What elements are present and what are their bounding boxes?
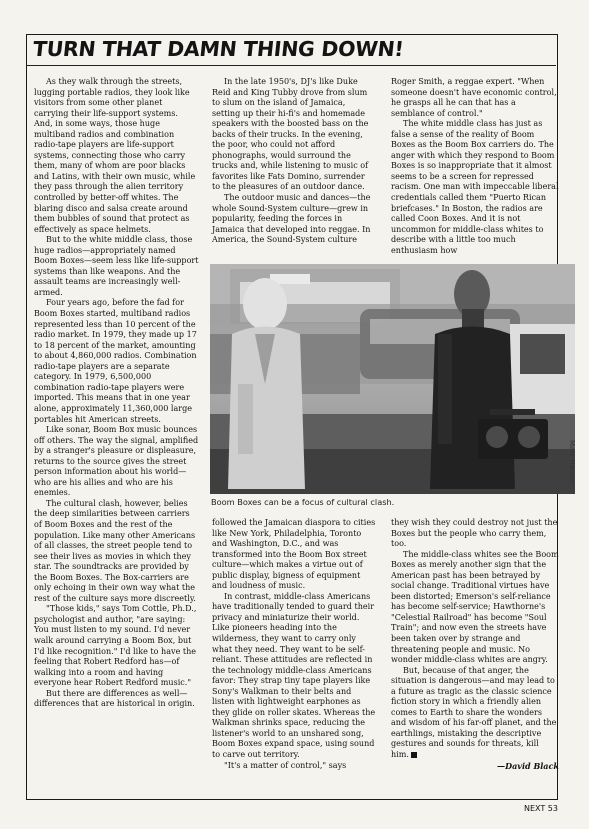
street-scene-illustration	[210, 264, 575, 494]
closing-paragraph-text: But, because of that anger, the situation is dangerous—and may lead to a future as tragic as the classic science fiction story in which a friendly alien comes to Earth to share the wonders and wisdom of his far-off planet, and the earthlings, mistaking the descriptive gestures and sounds for threats, kill him.	[391, 665, 557, 760]
page-folio: NEXT 53	[524, 804, 558, 813]
byline: —David Black	[497, 760, 559, 771]
paragraph: The cultural clash, however, belies the deep similarities between carriers of Boom Boxes and the rest of the population. Like many other Americans of all classes, the street people tend to see their lives as movies in which they star. The soundtracks are provided by the Boom Boxes. The Box-carriers are only echoing in their own way what the rest of the culture says more discreetly.	[34, 498, 196, 603]
column-2-top	[212, 77, 374, 246]
column-3-bottom	[391, 518, 559, 772]
paragraph: Four years ago, before the fad for Boom Boxes started, multiband radios represented less than 10 percent of the radio market. In 1979, they made up 17 to 18 percent of the market, amounting to about 4,860,000 radios. Combination radio-tape players are a separate category. In 1979, 6,500,000 combination radio-tape players were imported. This means that in one year alone, approximately 11,360,000 large portables hit American streets.	[34, 298, 197, 424]
column-3-top	[391, 77, 559, 256]
paragraph: The white middle class has just as false a sense of the reality of Boom Boxes as the Boom Box carriers do. The anger with which they respond to Boom Boxes is so inappropriate that it almost seems to be a screen for repressed racism. One man with impeccable liberal credentials called them "Puerto Rican briefcases." In Boston, the radios are called Coon Boxes. And it is not uncommon for middle-class whites to describe with a little too much enthusiasm how	[391, 119, 559, 255]
photo-caption: Boom Boxes can be a focus of cultural clash.	[211, 497, 395, 507]
paragraph: As they walk through the streets, lugging portable radios, they look like visitors from some other planet carrying their life-support systems. And, in some ways, those huge multiband radios and combination radio-tape players are life-support systems, connecting those who carry them, many of whom are poor blacks and Latins, with their own music, while they pass through the alien territory controlled by better-off whites. The blaring disco and salsa create around them bubbles of sound that protect as effectively as space helmets.	[34, 77, 196, 234]
paragraph: In the late 1950's, DJ's like Duke Reid and King Tubby drove from slum to slum on the island of Jamaica, setting up their hi-fi's and homemade speakers with the boosted bass on the backs of their trucks. In the evening, the poor, who could not afford phonographs, would surround the trucks and, while listening to music of favorites like Fats Domino, surrender to the pleasures of an outdoor dance.	[212, 77, 369, 192]
end-mark-icon	[411, 752, 417, 758]
paragraph: followed the Jamaican diaspora to cities like New York, Philadelphia, Toronto and Washington, D.C., and was transformed into the Boom Box street culture—which makes a virtue out of public display, bigness of equipment and loudness of music.	[212, 518, 376, 591]
byline-line	[391, 761, 559, 773]
paragraph: In contrast, middle-class Americans have traditionally tended to guard their privacy and miniaturize their world. Like pioneers heading into the wilderness, they want to carry only what they need. They want to be self-reliant. These attitudes are reflected in the technology middle-class Americans favor: They strap tiny tape players like Sony's Walkman to their belts and listen with lightweight earphones as they glide on roller skates. Whereas the Walkman shrinks space, reducing the listener's world to an unshared song, Boom Boxes expand space, using sound to carve out territory.	[212, 591, 376, 760]
paragraph: "It's a matter of control," says	[224, 760, 347, 770]
headline-rule	[27, 65, 556, 66]
column-1	[34, 77, 199, 710]
paragraph: The outdoor music and dances—the whole Sound-System culture—grew in popularity, feeding the forces in Jamaica that developed into reggae. In America, the Sound-System culture	[212, 193, 371, 245]
headline: TURN THAT DAMN THING DOWN!	[31, 37, 405, 61]
paragraph	[391, 666, 559, 761]
paragraph: Like sonar, Boom Box music bounces off others. The way the signal, amplified by a stranger's pleasure or displeasure, returns to the source gives the street person information about his world—who are his allies and who are his enemies.	[34, 425, 199, 498]
paragraph: they wish they could destroy not just the Boxes but the people who carry them, too.	[391, 518, 558, 549]
photo-credit: Marc Hauser	[568, 440, 576, 484]
column-2-bottom	[212, 518, 376, 771]
paragraph: The middle-class whites see the Boom Boxes as merely another sign that the American past has been betrayed by social change. Traditional virtues have been distorted; Emerson's self-reliance has become self-service; Hawthorne's "Celestial Railroad" has become "Soul Train"; and now even the streets have been taken over by strange and threatening people and music. No wonder middle-class whites are angry.	[391, 549, 559, 665]
paragraph: "Those kids," says Tom Cottle, Ph.D., psychologist and author, "are saying: You must listen to my sound. I'd never walk around carrying a Boom Box, but I'd like recognition." I'd like to have the feeling that Robert Redford has—of walking into a room and having everyone hear Robert Redford music."	[34, 604, 197, 688]
paragraph: But to the white middle class, those huge radios—appropriately named Boom Boxes—seem less like life-support systems than like weapons. And the assault teams are increasingly well-armed.	[34, 235, 199, 297]
paragraph: But there are differences as well—differences that are historical in origin.	[34, 688, 195, 709]
street-photo	[210, 264, 575, 494]
paragraph: Roger Smith, a reggae expert. "When someone doesn't have economic control, he grasps all he can that has a semblance of control."	[391, 77, 557, 118]
